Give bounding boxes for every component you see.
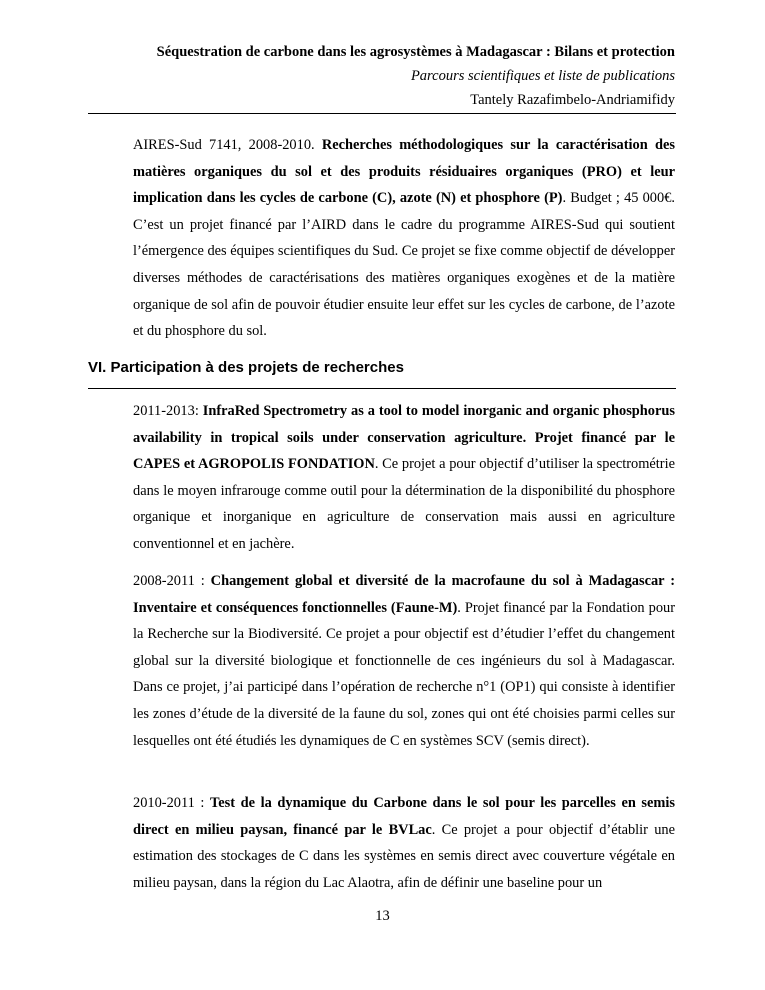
project-paragraph — [133, 398, 675, 558]
header-rule — [88, 113, 676, 114]
section-rule — [88, 388, 676, 389]
project-bold-title: Test de la dynamique du Carbone dans le sol pour les parcelles en semis direct en milieu paysan, financé par le BVLac — [133, 795, 675, 838]
header-subtitle: Parcours scientifiques et liste de publications — [410, 68, 675, 84]
project-lead: 2008-2011 : — [133, 573, 211, 589]
intro-paragraph — [133, 132, 675, 345]
project-bold-title: Changement global et diversité de la macrofaune du sol à Madagascar : Inventaire et conséquences fonctionnelles (Faune-M) — [133, 573, 676, 616]
project-rest: . Ce projet a pour objectif d’établir une estimation des stockages de C dans les systèmes en semis direct avec couverture végétale en milieu paysan, dans la région du Lac Alaotra, afin de définir une baseline pour un — [133, 821, 675, 891]
header-author: Tantely Razafimbelo-Andriamifidy — [470, 92, 675, 108]
project-rest: . Projet financé par la Fondation pour la Recherche sur la Biodiversité. Ce projet a pour objectif est d’étudier l’effet du changement global sur la diversité biologique et fonctionnelle de ces ingénieurs du sol à Madagascar. Dans ce projet, j’ai participé dans l’opération de recherche n°1 (OP1) qui consiste à identifier les zones d’étude de la diversité de la faune du sol, zones qui ont été choisies parmi celles sur lesquelles ont été étudiés les dynamiques de C en systèmes SCV (semis direct). — [133, 599, 675, 749]
project-paragraph — [133, 790, 675, 896]
page-header — [88, 40, 675, 112]
project-bold-title: InfraRed Spectrometry as a tool to model inorganic and organic phosphorus availability in tropical soils under conservation agriculture. Projet financé par le CAPES et AGROPOLIS FONDATION — [133, 403, 675, 473]
project-lead: 2010-2011 : — [133, 795, 210, 811]
section-heading: VI. Participation à des projets de recherches — [88, 359, 404, 376]
project-lead: 2011-2013: — [133, 403, 203, 419]
intro-lead: AIRES-Sud 7141, 2008-2010. — [133, 137, 322, 153]
header-title: Séquestration de carbone dans les agrosystèmes à Madagascar : Bilans et protection — [156, 44, 675, 60]
page-number: 13 — [375, 908, 390, 924]
project-paragraph — [133, 568, 675, 754]
project-rest: . Ce projet a pour objectif d’utiliser la spectrométrie dans le moyen infrarouge comme outil pour la détermination de la disponibilité du phosphore organique et inorganique en agriculture de conservation mais aussi en agriculture conventionnel et en jachère. — [133, 456, 675, 552]
intro-rest: . Budget ; 45 000€. C’est un projet financé par l’AIRD dans le cadre du programme AIRES-Sud qui soutient l’émergence des équipes scientifiques du Sud. Ce projet se fixe comme objectif de développer diverses méthodes de caractérisations des matières organiques exogènes et de la matière organique de sol afin de pouvoir étudier ensuite leur effet sur les cycles de carbone, de l’azote et du phosphore du sol. — [133, 190, 675, 340]
intro-bold-title: Recherches méthodologiques sur la caractérisation des matières organiques du sol et des produits résiduaires organiques (PRO) et leur implication dans les cycles de carbone (C), azote (N) et phosphore (P) — [133, 137, 675, 207]
